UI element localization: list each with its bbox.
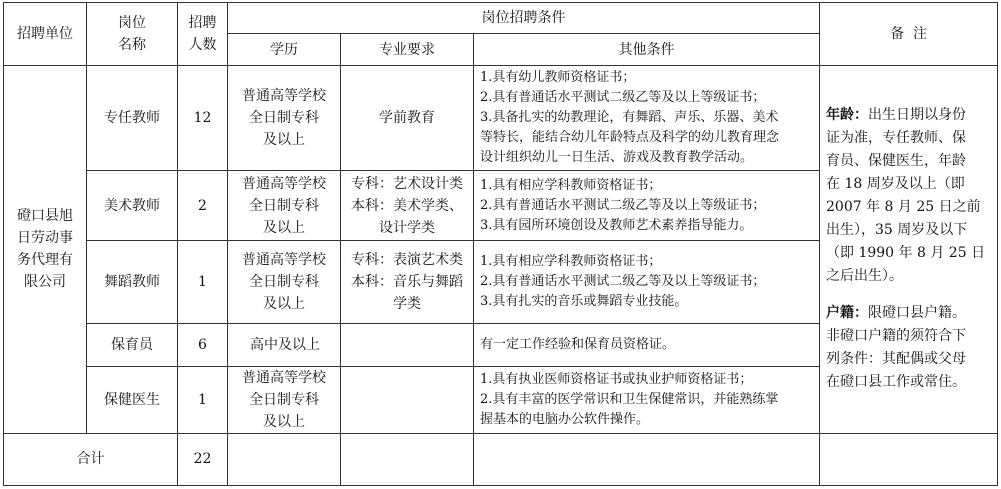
education-cell: 普通高等学校 全日制专科 及以上 xyxy=(228,66,341,171)
header-position: 岗位 名称 xyxy=(87,3,178,66)
age-label: 年龄： xyxy=(826,107,869,124)
total-empty-cell xyxy=(341,433,474,485)
total-label: 合计 xyxy=(4,433,178,485)
remarks-cell: 年龄：出生日期以身份 证为准，专任教师、保 育员、保健医生，年龄 在 18 周岁及以上（即 2007 年 8 月 25 日之前 出生），35 周岁及以下 （即 1990 年 8 月 25 日 之后出生）。 户籍：限磴口县户籍。 非磴口户籍的须符合下 列条件：其配偶或父母 在磴口县工作或常住。 xyxy=(820,66,998,434)
header-remarks: 备 注 xyxy=(820,3,998,66)
education-cell: 普通高等学校 全日制专科 及以上 xyxy=(228,171,341,241)
recruitment-table xyxy=(3,2,998,486)
other-conditions-cell: 有一定工作经验和保育员资格证。 xyxy=(474,323,820,366)
total-empty-cell xyxy=(228,433,341,485)
position-name: 舞蹈教师 xyxy=(87,241,178,323)
education-cell: 普通高等学校 全日制专科 及以上 xyxy=(228,366,341,433)
total-empty-cell xyxy=(820,433,998,485)
position-name: 专任教师 xyxy=(87,66,178,171)
hukou-label: 户籍： xyxy=(826,305,869,322)
table-row xyxy=(4,66,998,171)
position-count: 1 xyxy=(178,366,228,433)
position-count: 6 xyxy=(178,323,228,366)
header-other: 其他条件 xyxy=(474,34,820,66)
major-cell: 专科：艺术设计类 本科：美术学类、 设计学类 xyxy=(341,171,474,241)
total-row xyxy=(4,433,998,485)
position-name: 保育员 xyxy=(87,323,178,366)
education-cell: 高中及以上 xyxy=(228,323,341,366)
unit-name: 磴口县旭 日劳动事 务代理有 限公司 xyxy=(4,66,87,434)
position-count: 12 xyxy=(178,66,228,171)
education-cell: 普通高等学校 全日制专科 及以上 xyxy=(228,241,341,323)
header-unit: 招聘单位 xyxy=(4,3,87,66)
header-conditions: 岗位招聘条件 xyxy=(228,3,820,34)
other-conditions-cell: 1.具有幼儿教师资格证书； 2.具有普通话水平测试二级乙等及以上等级证书； 3.具备扎实的幼教理论，有舞蹈、声乐、乐器、美术 等特长，能结合幼儿年龄特点及科学的幼儿教育理念 设计组织幼儿一日生活、游戏及教育教学活动。 xyxy=(474,66,820,171)
major-cell: 学前教育 xyxy=(341,66,474,171)
other-conditions-cell: 1.具有相应学科教师资格证书； 2.具有普通话水平测试二级乙等及以上等级证书； 3.具有扎实的音乐或舞蹈专业技能。 xyxy=(474,241,820,323)
position-name: 美术教师 xyxy=(87,171,178,241)
major-cell: 专科：表演艺术类 本科：音乐与舞蹈 学类 xyxy=(341,241,474,323)
other-conditions-cell: 1.具有相应学科教师资格证书； 2.具有普通话水平测试二级乙等及以上等级证书； 3.具有园所环境创设及教师艺术素养指导能力。 xyxy=(474,171,820,241)
header-count: 招聘 人数 xyxy=(178,3,228,66)
position-name: 保健医生 xyxy=(87,366,178,433)
other-conditions-cell: 1.具有执业医师资格证书或执业护师资格证书； 2.具有丰富的医学常识和卫生保健常识，并能熟练掌 握基本的电脑办公软件操作。 xyxy=(474,366,820,433)
major-cell xyxy=(341,366,474,433)
total-count: 22 xyxy=(178,433,228,485)
header-education: 学历 xyxy=(228,34,341,66)
position-count: 1 xyxy=(178,241,228,323)
major-cell xyxy=(341,323,474,366)
position-count: 2 xyxy=(178,171,228,241)
total-empty-cell xyxy=(474,433,820,485)
header-major: 专业要求 xyxy=(341,34,474,66)
